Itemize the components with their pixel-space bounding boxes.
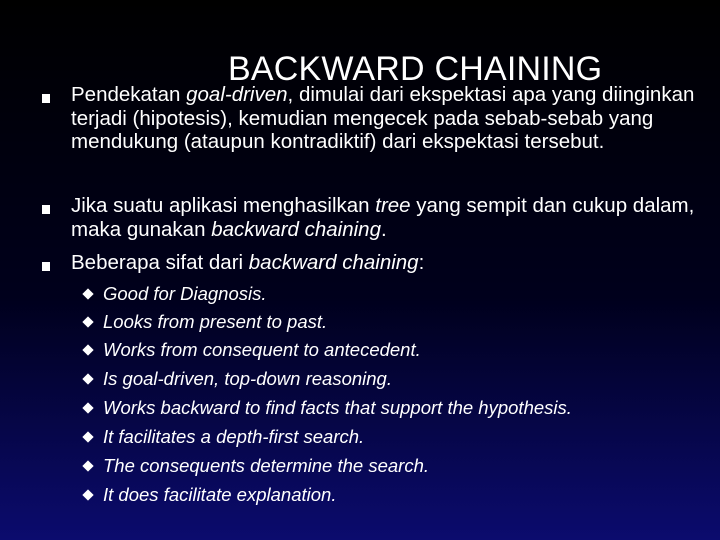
sub-bullet-text: Good for Diagnosis. [103, 283, 267, 304]
sub-bullet-item [0, 396, 720, 422]
sub-bullet-text: The consequents determine the search. [103, 455, 429, 476]
sub-bullet-item [0, 425, 720, 451]
sub-bullet-text: It does facilitate explanation. [103, 484, 337, 505]
diamond-bullet-icon [82, 287, 95, 301]
square-bullet-icon [42, 205, 50, 214]
sub-bullet-text: Looks from present to past. [103, 311, 328, 332]
diamond-bullet-icon [82, 401, 95, 415]
square-bullet-icon [42, 262, 50, 271]
sub-bullet-item [0, 282, 720, 308]
sub-bullet-item [0, 454, 720, 480]
bullet-text-part: yang sempit dan cukup dalam, maka gunakan [71, 194, 695, 241]
sub-bullet-text: Works from consequent to antecedent. [103, 339, 421, 360]
diamond-bullet-icon [82, 343, 95, 357]
sub-bullet-text: It facilitates a depth-first search. [103, 426, 365, 447]
diamond-bullet-icon [82, 372, 95, 386]
bullet-text-part: Jika suatu aplikasi menghasilkan [71, 194, 376, 217]
sub-bullet-item [0, 310, 720, 336]
diamond-bullet-icon [82, 315, 95, 329]
slide-title: BACKWARD CHAINING [228, 50, 603, 88]
bullet-text [71, 83, 711, 154]
sub-bullet-item [0, 483, 720, 509]
bullet-text [71, 251, 711, 275]
diamond-bullet-icon [82, 459, 95, 473]
bullet-text-italic: goal-driven [186, 83, 288, 106]
bullet-text-part: Pendekatan [71, 83, 187, 106]
bullet-text-part: , dimulai dari ekspektasi apa yang diinginkan terjadi (hipotesis), kemudian mengecek pada sebab-sebab yang mendukung (ataupun kontradiktif) dari ekspektasi tersebut. [71, 83, 695, 153]
bullet-text-part: . [380, 217, 387, 241]
sub-bullet-item [0, 338, 720, 364]
bullet-text-part: Beberapa sifat dari [71, 251, 249, 274]
bullet-text-italic: backward chaining [248, 251, 419, 274]
bullet-text-italic: tree [375, 194, 411, 217]
sub-bullet-text: Is goal-driven, top-down reasoning. [103, 368, 392, 389]
bullet-text-italic: backward chaining [211, 217, 381, 241]
bullet-text [71, 194, 711, 241]
sub-bullet-text: Works backward to find facts that support the hypothesis. [103, 397, 572, 418]
bullet-text-part: : [418, 251, 425, 274]
sub-bullet-item [0, 367, 720, 393]
square-bullet-icon [42, 94, 50, 103]
diamond-bullet-icon [82, 430, 95, 444]
diamond-bullet-icon [82, 488, 95, 502]
